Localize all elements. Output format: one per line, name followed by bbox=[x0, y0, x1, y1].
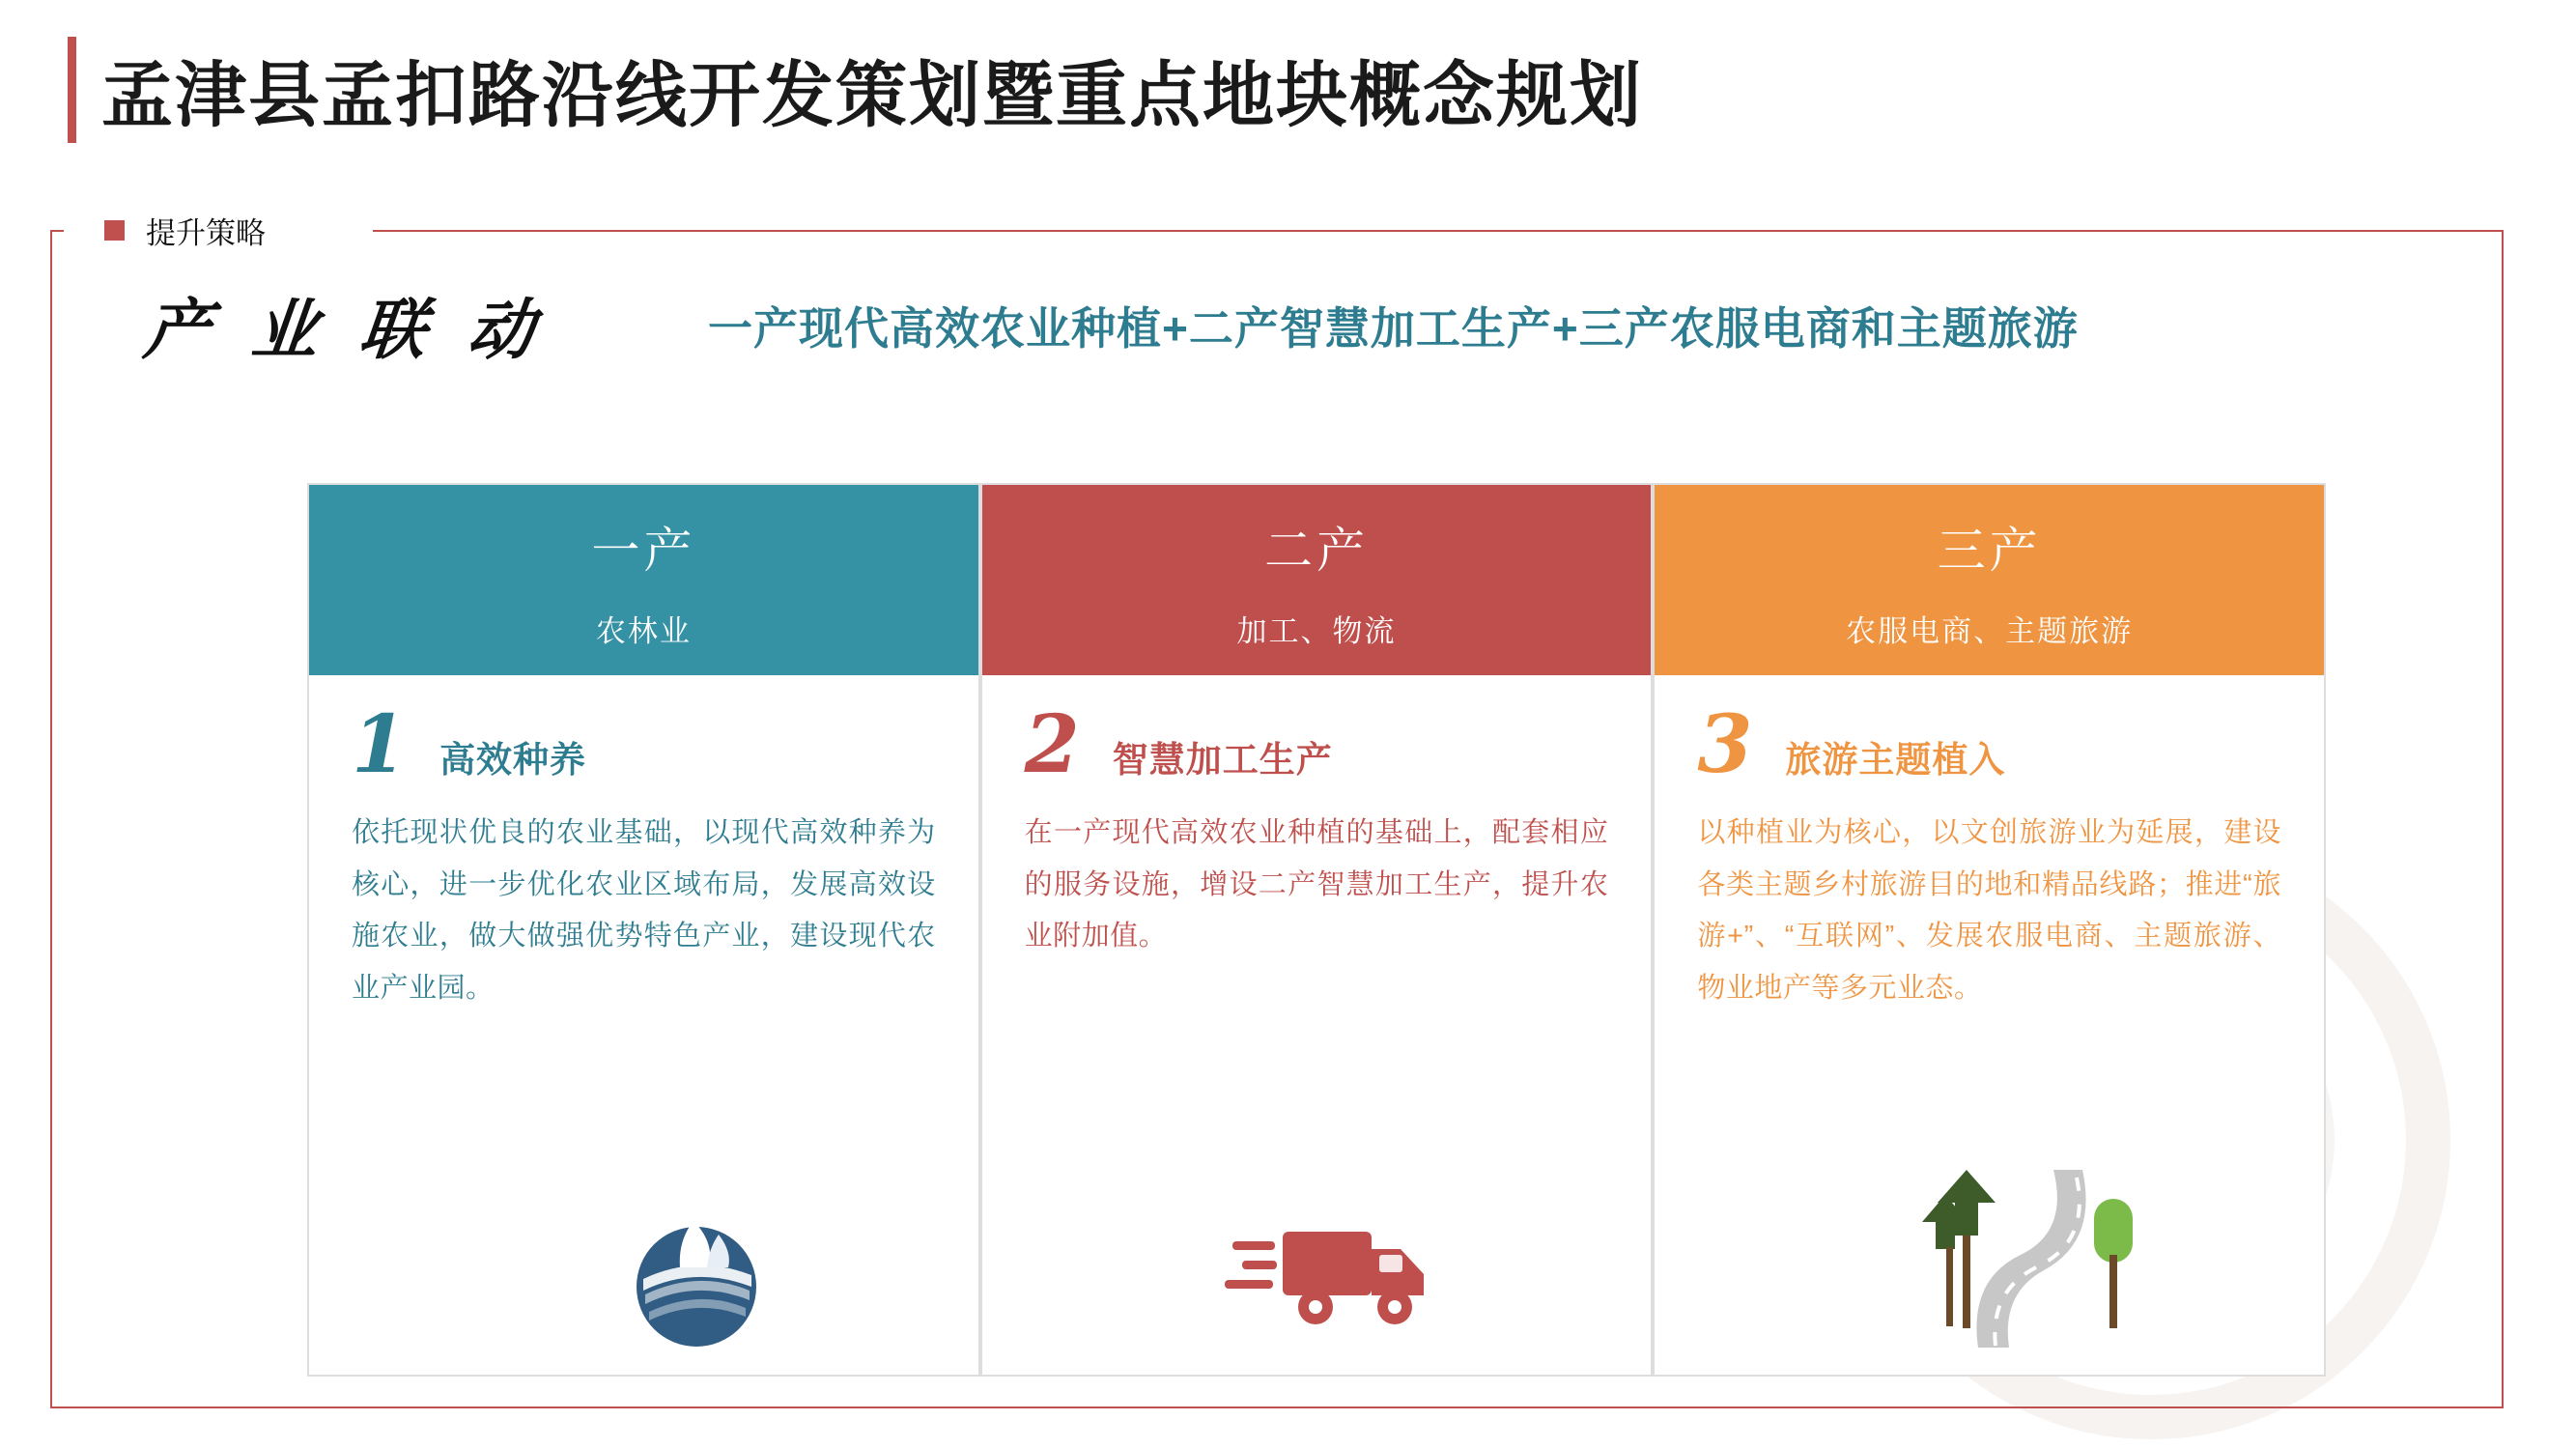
card-body bbox=[1655, 675, 2324, 1015]
delivery-truck-icon bbox=[982, 1156, 1652, 1350]
card-number-row bbox=[1697, 698, 2281, 791]
bullet-square-icon bbox=[104, 220, 125, 241]
title-text: 孟津县孟扣路沿线开发策划暨重点地块概念规划 bbox=[101, 54, 1643, 137]
card-header-subtitle: 农林业 bbox=[595, 614, 692, 648]
card-number: 2 bbox=[1024, 698, 1080, 791]
card-header-title: 二产 bbox=[1264, 524, 1369, 578]
card-header bbox=[1655, 485, 2324, 675]
card-body bbox=[982, 675, 1652, 963]
industry-card-secondary bbox=[980, 483, 1654, 1377]
card-number-row bbox=[352, 698, 936, 791]
page-title bbox=[68, 37, 1643, 143]
section-tag-label: 提升策略 bbox=[146, 216, 266, 250]
brush-title: 产 业 联 动 bbox=[140, 292, 548, 369]
card-header bbox=[982, 485, 1652, 675]
farm-field-icon bbox=[309, 1156, 978, 1350]
card-header-title: 三产 bbox=[1937, 524, 2042, 578]
card-subtitle: 高效种养 bbox=[439, 740, 587, 780]
card-header-subtitle: 加工、物流 bbox=[1236, 614, 1397, 648]
industry-card-primary bbox=[307, 483, 980, 1377]
industry-card-tertiary bbox=[1653, 483, 2326, 1377]
headline-row bbox=[140, 278, 2079, 372]
card-description: 以种植业为核心，以文创旅游业为延展，建设各类主题乡村旅游目的地和精品线路；推进“旅游+”、“互联网”、发展农服电商、主题旅游、物业地产等多元业态。 bbox=[1697, 817, 2282, 1004]
card-description: 在一产现代高效农业种植的基础上，配套相应的服务设施，增设二产智慧加工生产，提升农业附加值。 bbox=[1024, 817, 1609, 952]
section-tag bbox=[104, 209, 279, 252]
card-subtitle: 智慧加工生产 bbox=[1112, 740, 1333, 780]
card-header-subtitle: 农服电商、主题旅游 bbox=[1846, 614, 2134, 648]
card-number-row bbox=[1024, 698, 1609, 791]
road-trees-icon bbox=[1655, 1156, 2324, 1350]
card-subtitle: 旅游主题植入 bbox=[1785, 740, 2006, 780]
card-header bbox=[309, 485, 978, 675]
industry-cards bbox=[307, 483, 2326, 1377]
card-header-title: 一产 bbox=[591, 524, 696, 578]
card-body bbox=[309, 675, 978, 1015]
card-number: 1 bbox=[352, 698, 408, 791]
card-description: 依托现状优良的农业基础，以现代高效种养为核心，进一步优化农业区域布局，发展高效设施农业，做大做强优势特色产业，建设现代农业产业园。 bbox=[352, 817, 936, 1004]
strategy-formula: 一产现代高效农业种植+二产智慧加工生产+三产农服电商和主题旅游 bbox=[708, 302, 2079, 354]
card-number: 3 bbox=[1697, 698, 1753, 791]
title-accent-bar bbox=[68, 37, 76, 143]
